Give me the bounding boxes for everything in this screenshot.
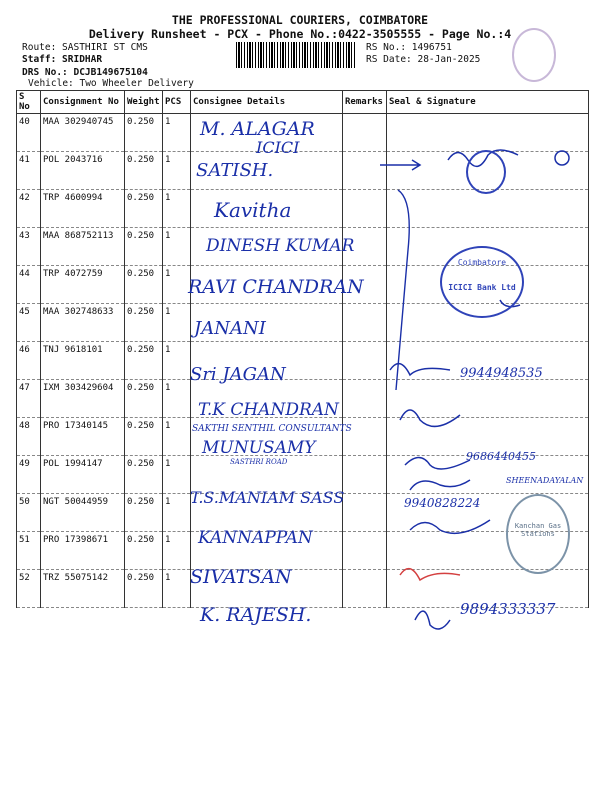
stamp-city: Coimbatore (457, 258, 507, 267)
cell-pcs: 1 (163, 190, 191, 228)
cell-weight: 0.250 (125, 380, 163, 418)
cell-pcs: 1 (163, 304, 191, 342)
cell-weight: 0.250 (125, 342, 163, 380)
cell-sno: 42 (17, 190, 41, 228)
cell-sno: 46 (17, 342, 41, 380)
cell-weight: 0.250 (125, 304, 163, 342)
cell-pcs: 1 (163, 570, 191, 608)
staff-label: Staff: SRIDHAR (22, 54, 103, 65)
col-header-pcs: PCS (163, 91, 191, 114)
cell-sno: 45 (17, 304, 41, 342)
cell-sno: 52 (17, 570, 41, 608)
vehicle-label: Vehicle: Two Wheeler Delivery (28, 78, 194, 89)
cell-consignment: MAA 302940745 (41, 114, 125, 152)
cell-weight: 0.250 (125, 456, 163, 494)
cell-pcs: 1 (163, 228, 191, 266)
col-header-seal: Seal & Signature (387, 91, 589, 114)
cell-consignment: POL 2043716 (41, 152, 125, 190)
cell-sno: 40 (17, 114, 41, 152)
col-header-sno: S No (17, 91, 41, 114)
handwritten-consignee: T.S.MANIAM SASS (190, 488, 345, 507)
cell-weight: 0.250 (125, 418, 163, 456)
cell-sno: 41 (17, 152, 41, 190)
cell-consignment: POL 1994147 (41, 456, 125, 494)
runsheet-subtitle: Delivery Runsheet - PCX - Phone No.:0422-3505555 - Page No.:4 (88, 27, 512, 41)
kanchan-gas-stamp (506, 494, 570, 574)
handwritten-sakthi: SAKTHI SENTHIL CONSULTANTS (192, 424, 352, 434)
cell-weight: 0.250 (125, 532, 163, 570)
cell-consignment: PRO 17398671 (41, 532, 125, 570)
seal-stamp (466, 150, 506, 194)
handwritten-consignee: SIVATSAN (190, 566, 292, 588)
cell-sno: 44 (17, 266, 41, 304)
cell-pcs: 1 (163, 494, 191, 532)
handwritten-phone: 9944948535 (460, 366, 543, 381)
cell-weight: 0.250 (125, 228, 163, 266)
cell-pcs: 1 (163, 342, 191, 380)
cell-pcs: 1 (163, 114, 191, 152)
col-header-consignee: Consignee Details (191, 91, 343, 114)
stamp-kanchan-text: Kanchan Gas Stations (514, 522, 562, 538)
handwritten-sasthri-road: SASTHRI ROAD (230, 458, 288, 466)
col-header-remarks: Remarks (343, 91, 387, 114)
cell-pcs: 1 (163, 266, 191, 304)
handwritten-consignee: KANNAPPAN (198, 528, 313, 548)
cell-consignment: MAA 302748633 (41, 304, 125, 342)
cell-pcs: 1 (163, 418, 191, 456)
handwritten-name: SHEENADAYALAN (506, 476, 584, 485)
handwritten-consignee: K. RAJESH. (200, 604, 312, 626)
cell-weight: 0.250 (125, 494, 163, 532)
cell-consignment: TRP 4072759 (41, 266, 125, 304)
stamp-bank: ICICI Bank Ltd (448, 283, 516, 292)
col-header-weight: Weight (125, 91, 163, 114)
cell-consignment: NGT 50044959 (41, 494, 125, 532)
drs-label: DRS No.: DCJB149675104 (22, 67, 148, 78)
handwritten-consignee: M. ALAGAR (200, 118, 315, 140)
icici-bank-stamp (440, 246, 524, 318)
handwritten-consignee: T.K CHANDRAN (198, 400, 339, 420)
handwritten-consignee: SATISH. (196, 160, 274, 181)
cell-weight: 0.250 (125, 570, 163, 608)
cell-consignment: TRP 4600994 (41, 190, 125, 228)
handwritten-consignee: DINESH KUMAR (206, 236, 355, 256)
handwritten-consignee: MUNUSAMY (202, 438, 316, 458)
cell-sno: 51 (17, 532, 41, 570)
cell-pcs: 1 (163, 456, 191, 494)
cell-consignment: MAA 868752113 (41, 228, 125, 266)
handwritten-consignee: Kavitha (214, 198, 292, 222)
cell-weight: 0.250 (125, 114, 163, 152)
rs-date: RS Date: 28-Jan-2025 (366, 54, 481, 65)
cell-consignment: PRO 17340145 (41, 418, 125, 456)
handwritten-icici: ICICI (256, 138, 300, 157)
cell-sno: 43 (17, 228, 41, 266)
cell-sno: 49 (17, 456, 41, 494)
cell-weight: 0.250 (125, 152, 163, 190)
cell-sno: 47 (17, 380, 41, 418)
handwritten-consignee: Sri JAGAN (190, 364, 286, 385)
rs-number: RS No.: 1496751 (366, 42, 452, 53)
handwritten-phone: 9940828224 (404, 496, 481, 510)
cell-consignment: TRZ 55075142 (41, 570, 125, 608)
handwritten-phone: 9686440455 (466, 450, 536, 463)
handwritten-phone: 9894333337 (460, 600, 556, 618)
cell-sno: 48 (17, 418, 41, 456)
route-label: Route: SASTHIRI ST CMS (22, 42, 148, 53)
cell-weight: 0.250 (125, 190, 163, 228)
cell-sno: 50 (17, 494, 41, 532)
cell-consignment: IXM 303429604 (41, 380, 125, 418)
cell-pcs: 1 (163, 380, 191, 418)
col-header-consignment: Consignment No (41, 91, 125, 114)
company-title: THE PROFESSIONAL COURIERS, COIMBATORE (171, 13, 429, 27)
cell-consignment: TNJ 9618101 (41, 342, 125, 380)
cell-pcs: 1 (163, 532, 191, 570)
handwritten-consignee: RAVI CHANDRAN (188, 276, 364, 298)
handwritten-consignee: JANANI (194, 318, 266, 339)
cell-weight: 0.250 (125, 266, 163, 304)
cell-pcs: 1 (163, 152, 191, 190)
